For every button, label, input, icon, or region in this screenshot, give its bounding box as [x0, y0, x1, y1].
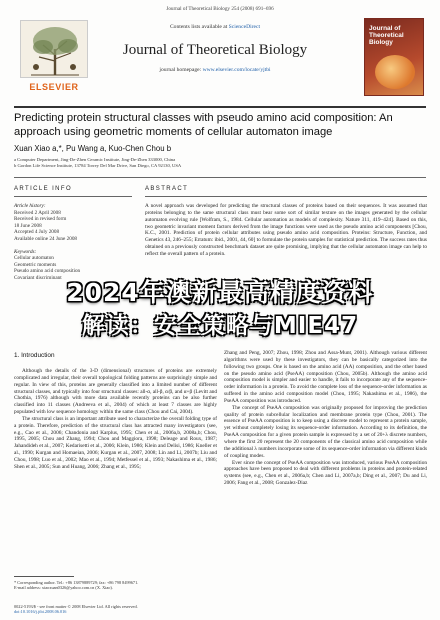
intro-paragraph: The concept of PseAA composition was originally proposed for improving the prediction quality of protein subcellular localization and membrane protein type (Chou, 2001). The essence of PseAA composition is to keep using a discrete model to represent a protein sample, yet without completely losing its sequence-order information. According to its definition, the PseAA composition for a given protein sample is expressed by a set of 20+λ discrete numbers, where the first 20 represent the 20 components of the classical amino acid composition while the additional λ numbers incorporate some of its sequence-order information via different kinds of coupling modes. [224, 404, 427, 459]
cover-title: Journal of Theoretical Biology [369, 25, 404, 47]
journal-title: Journal of Theoretical Biology [122, 42, 308, 58]
footnote [14, 580, 217, 591]
overlay-headline-2: 解读：安全策略与MIE47 [81, 313, 359, 339]
homepage-prefix: journal homepage: [159, 67, 202, 73]
cover-illustration [375, 55, 415, 89]
issn-line: 0022-5193/$ - see front matter © 2008 Elsevier Ltd. All rights reserved. [14, 604, 138, 609]
intro-paragraph: Although the details of the 3-D (dimensional) structures of proteins are extremely complicated and irregular, their overall topological folding patterns are surprisingly simple and regular. In view of this, proteins are generally classified into a limited number of different structural classes, and typically into four structural classes: all-α, all-β, α/β, and α+β (Levitt and Chothia, 1976) although with more data available recently proteins can be also further classified into 11 classes (Andreeva et al., 2004) of which at least 7 classes are highly populated with low sequence homology within the same class (Chou and Cai, 2004). [14, 368, 217, 416]
homepage-link[interactable]: www.elsevier.com/locate/yjtbi [202, 67, 271, 73]
promo-overlay-banner [0, 276, 440, 346]
author-list: Xuan Xiao a,*, Pu Wang a, Kuo-Chen Chou b [14, 144, 172, 153]
article-info-heading: ARTICLE INFO [14, 186, 73, 192]
title-divider [14, 177, 426, 178]
affiliation-a: a Computer Department, Jing-De-Zhen Ceramic Institute, Jing-De-Zhen 333000, China [14, 157, 176, 162]
abstract-text: A novel approach was developed for predicting the structural classes of proteins based on their sequences. It was assumed that proteins belonging to the same structural class must bear some sort of similar texture on the images generated by the cellular automaton evolving rule [Wolfram, S., 1984. Cellular automation as models of complexity. Nature 311, 419–424]. Based on this, two geometric invariant moment factors derived from the image functions were used as the pseudo amino acid components [Chou, K.C., 2001. Prediction of protein cellular attributes using pseudo amino acid composition. Proteins: Structure, Function, and Genetics 43, 246–255; Erratum: ibid., 2001, 44, 60] to formulate the protein samples for statistical prediction. The success rates thus obtained on a previously constructed benchmark dataset are quite promising, implying that the cellular automaton image can help to reflect the overall pattern of a protein. [145, 203, 427, 257]
history-label: Article history: [14, 203, 46, 209]
elsevier-tree-logo [20, 20, 88, 78]
elsevier-wordmark: ELSEVIER [29, 82, 79, 92]
doi-link[interactable]: doi:10.1016/j.jtbi.2008.06.016 [14, 609, 67, 615]
article-history [14, 203, 132, 282]
journal-header-center [100, 24, 330, 73]
keywords-label: Keywords: [14, 248, 37, 255]
keyword-item: Geometric moments [14, 261, 57, 268]
sciencedirect-link[interactable]: ScienceDirect [228, 24, 261, 30]
journal-cover-image [364, 18, 424, 96]
article-title: Predicting protein structural classes with pseudo amino acid composition: An approach using geometric moments of cellular automaton image [14, 112, 393, 138]
contents-prefix: Contents lists available at [169, 24, 228, 30]
abstract-heading: ABSTRACT [145, 186, 189, 192]
author-email: E-mail address: xiaoxuan0326@yahoo.com.cn (X. Xiao). [14, 585, 113, 591]
intro-paragraph: Ever since the concept of PseAA composition was introduced, various PseAA composition approaches have been proposed to deal with different problems in proteins and protein-related systems (see, e.g., Chen et al., 2006a,b; Chen and Li, 2007a,b; Ding et al., 2007; Du and Li, 2006; Fang et al., 2008; Gonzalez-Diaz [224, 459, 427, 487]
introduction-heading: 1. Introduction [14, 352, 55, 359]
contents-line [100, 24, 330, 30]
history-online: Available online 24 June 2008 [14, 235, 78, 242]
article-info-rule [14, 196, 132, 197]
header-divider [14, 106, 426, 108]
right-column [224, 350, 427, 487]
keyword-item: Pseudo amino acid composition [14, 268, 81, 275]
journal-citation: Journal of Theoretical Biology 254 (2008) 691–696 [166, 6, 274, 12]
keyword-item: Covariant discriminant [14, 274, 62, 281]
corresponding-author: * Corresponding author. Tel.: +86 13879889729; fax: +86 798 8499671. [14, 580, 139, 585]
homepage-line [100, 67, 330, 73]
history-revised: Received in revised form [14, 216, 67, 223]
abstract-rule [145, 196, 427, 197]
history-accepted: Accepted 4 July 2008 [14, 229, 60, 236]
journal-header [14, 16, 424, 104]
intro-paragraph: Zhang and Peng, 2007; Zhou, 1998; Zhou and Assa-Munt, 2001). Although various different algorithms were used by these investigators, they can be basically categorized into the following two groups. One is based on the amino acid (AA) composition, and the other based on the pseudo amino acid (PseAA) composition (Chou, 2005b). Although the amino acid composition model is simpler and easier to handle, it fails to incorporate any of the sequence-order information in a protein. To avoid the complete loss of the sequence-order information as suffered in the amino acid composition model (Chou, 1995; Nakashima et al., 1986), the PseAA composition was introduced. [224, 350, 427, 404]
left-column [14, 368, 217, 471]
affiliation-b: b Gordon Life Science Institute, 13784 Torrey Del Mar Drive, San Diego, CA 92130, USA [14, 163, 182, 168]
overlay-headline-1: 2024年澳新最高精度资料 [66, 278, 374, 307]
tree-icon [21, 21, 88, 78]
issn-doi [14, 604, 217, 615]
keyword-item: Cellular automaton [14, 255, 54, 262]
history-revised-date: 18 June 2008 [14, 222, 42, 229]
footnote-rule [14, 576, 74, 577]
history-received: Received 2 April 2008 [14, 209, 61, 216]
intro-paragraph: The structural class is an important attribute used to characterize the overall folding type of a protein. Therefore, prediction of the structural class has attracted many investigators (see, e.g., Cao et al., 2006; Chandonia and Karplus, 1995; Chen et al., 2006a,b, 2008a,b; Chou, 1995, 2005; Chou and Zhang, 1994; Chou and Maggiora, 1998; Deleage and Roux, 1987; Jahandideh et al., 2007; Kedarisetti et al., 2006; Klein, 1986; Klein and Delisi, 1986; Kneller et al., 1990; Kurgan and Homaeian, 2006; Kurgan et al., 2007, 2008; Lin and Li, 2007b; Liu and Chou, 1998; Luo et al., 2002; Mao et al., 1994; Metfessel et al., 1993; Nakashima et al., 1986; Shen et al., 2005; Sun and Huang, 2006; Zhang et al., 1995; [14, 415, 217, 470]
